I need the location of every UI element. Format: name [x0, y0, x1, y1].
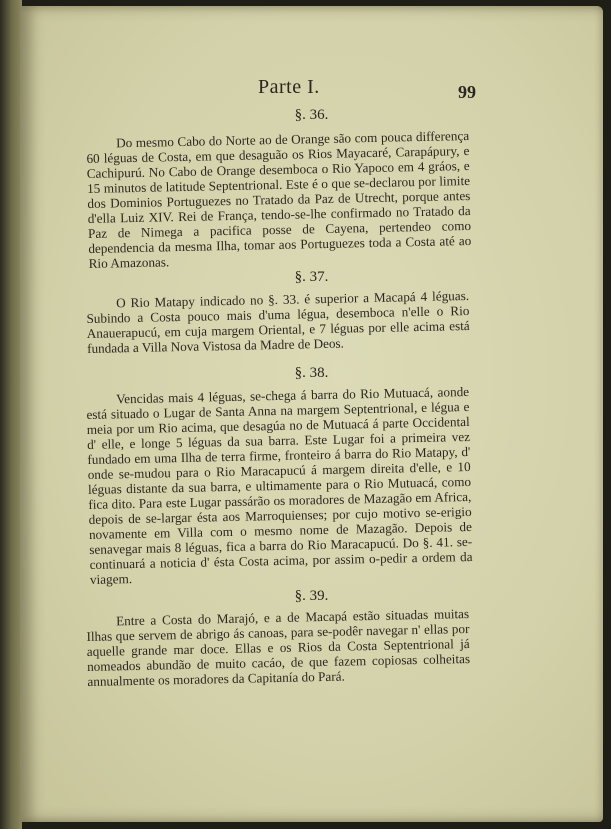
section-36-title: §. 36. [294, 107, 329, 123]
section-37-title: §. 37. [294, 269, 329, 285]
section-36-text: Do mesmo Cabo do Norte ao de Orange são com pouca differença 60 léguas de Costa, em que desaguão os Rios Mayacaré, Carapápury, e Cachipurú. No Cabo de Orange desemboca o Rio Yapoco em 4 gráos, e 15 minutos de latitude Septentrional. Este é o que se-declarou por limite dos Dominios Portuguezes no Tratado da Paz de Utrecht, porque antes d'ella Luiz XIV. Rei de França, tendo-se-lhe confirmado no Tratado da Paz de Nimega a pacifica posse de Cayena, pertendeo como dependencia da mesma Ilha, tomar aos Portuguezes toda a Costa até ao Rio Amazonas. [86, 127, 472, 271]
page-header [20, 76, 603, 106]
section-39-text: Entre a Costa do Marajó, e a de Macapá estão situadas muitas Ilhas que servem de abrigo ás canoas, para se-podêr navegar n' ellas por aquelle grande mar doce. Ellas e os Rios da Costa Septentrional já nomeados abundão de muito cacáo, de que fazem copiosas colheitas annualmente os moradores da Capitanía do Pará. [86, 605, 471, 689]
book-page [20, 6, 603, 822]
part-heading: Parte I. [258, 76, 320, 98]
book-spine-edge [0, 0, 22, 829]
page-number: 99 [458, 82, 476, 102]
section-38-text: Vencidas mais 4 léguas, se-chega á barra do Rio Mutuacá, aonde está situado o Lugar de Santa Anna na margem Septentrional, e légua e meia por um Rio acima, que desagúa no de Mutuacá á parte Occidental d' elle, e longe 5 léguas da sua barra. Este Lugar foi a primeira vez fundado em uma Ilha de terra firme, fronteiro á barra do Rio Matapy, d' onde se-mudou para o Rio Maracapucú á margem direita d'elle, e 10 léguas distante da sua barra, e ultimamente para o Rio Mutuacá, como fica dito. Para este Lugar passárão os moradores de Mazagão em Africa, depois de se-largar ésta aos Marroquienses; por cujo motivo se-erigio novamente em Villa com o mesmo nome de Mazagão. Depois de senavegar mais 8 léguas, fica a barra do Rio Maracapucú. Do §. 41. se-continuará a noticia d' ésta Costa acima, por assim o-pedir a ordem da viagem. [86, 383, 473, 587]
section-39-title: §. 39. [294, 588, 329, 604]
section-38-title: §. 38. [294, 365, 329, 381]
section-37-text: O Rio Matapy indicado no §. 33. é superior a Macapá 4 léguas. Subindo a Costa pouco mais d'uma légua, desemboca n'elle o Rio Anauerapucú, em cuja margem Oriental, e 7 léguas por elle acima está fundada a Villa Nova Vistosa da Madre de Deos. [86, 287, 470, 356]
